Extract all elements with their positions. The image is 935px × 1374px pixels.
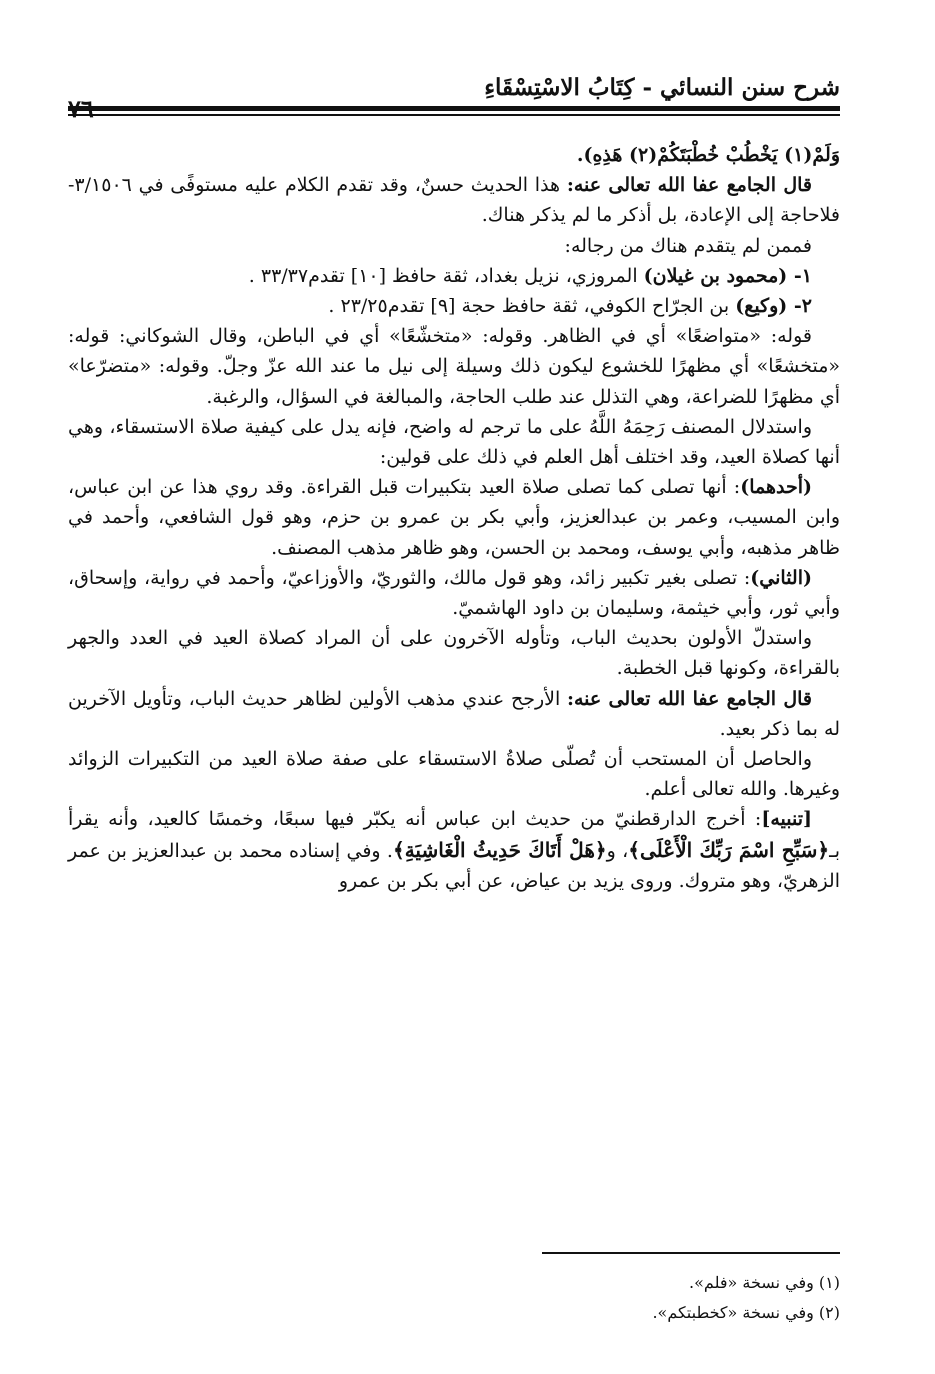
opinion-text: : أنها تصلى كما تصلى صلاة العيد بتكبيرات قبل القراءة. وقد روي هذا عن ابن عباس، وابن المسيب، وعمر بن عبدالعزيز، وأبي بكر بن عمرو بن حزم، وهو قول الشافعي، وأحمد في ظاهر مذهبه، وأبي يوسف، ومحمد بن الحسن، وهو ظاهر مذهب المصنف. [68,476,840,559]
footnotes [68,1268,840,1338]
author-label: قال الجامع عفا الله تعالى عنه: [566,687,812,710]
paragraph-note [68,804,840,896]
preference-text: الأرجح عندي مذهب الأولين لظاهر حديث الباب، وتأويل الآخرين له بما ذكر بعيد. [68,687,840,740]
narrator-name: (محمود بن غيلان) [643,264,788,287]
explanation-text: قوله: «متواضعًا» أي في الظاهر. وقوله: «متخشّعًا» أي في الباطن، وقال الشوكاني: قوله: «متخشعًا» أي مظهرًا للخشوع ليكون ذلك وسيلة إلى نيل ما عند الله عزّ وجلّ. وقوله: «متضرّعا» أي مظهرًا للضراعة، وهي التذلل عند طلب الحاجة، والمبالغة في السؤال، والرغبة. [68,325,840,408]
narrator-number: ٢- [787,295,812,318]
paragraph-evidence [68,623,840,683]
header-rule-thin [68,114,840,116]
narrator-number: ١- [787,264,812,287]
author-label: قال الجامع عفا الله تعالى عنه: [566,174,812,197]
note-label: [تنبيه] [761,808,812,831]
narrator-item-1 [68,261,840,291]
main-text [68,140,840,1240]
deduction-text: واستدلال المصنف رَحِمَهُ اللَّهُ على ما ترجم له واضح، فإنه يدل على كيفية صلاة الاستسقاء، وهي أنها كصلاة العيد، وقد اختلف أهل العلم في ذلك على قولين: [68,415,840,469]
narrator-details: بن الجرّاح الكوفي، ثقة حافظ حجة [٩] تقدم٢٣/٢٥ . [328,295,736,318]
hadith-end-text: وَلَمْ(١) يَخْطُبْ خُطْبَتَكُمْ(٢) هَذِهِ). [576,144,840,166]
quran-verse: ﴿سَبِّحِ اسْمَ رَبِّكَ الْأَعْلَى﴾ [628,837,830,862]
paragraph-narrators-intro [68,231,840,261]
narrators-intro-text: فممن لم يتقدم هناك من رجاله: [564,234,812,257]
conclusion-text: والحاصل أن المستحب أن تُصلّى صلاةُ الاستسقاء على صفة صلاة العيد من التكبيرات الزوائد وغيرها. والله تعالى أعلم. [68,748,840,801]
header-rule-thick [68,106,840,111]
footnote-2: (٢) وفي نسخة «كخطبتكم». [652,1303,840,1322]
quran-verse: ﴿هَلْ أَتَاكَ حَدِيثُ الْغَاشِيَةِ﴾ [392,837,607,862]
paragraph-opinion-1 [68,472,840,563]
note-text: ، و [606,839,629,862]
note-text: : أخرج الدارقطنيّ من حديث ابن عباس أنه يكبّر فيها سبعًا، وخمسًا كالعيد، وأنه يقرأ بـ [68,808,840,862]
running-title: شرح سنن النسائي - كِتَابُ الاسْتِسْقَاءِ [484,74,840,101]
page-header [68,70,840,130]
paragraph-explanation [68,321,840,412]
narrator-details: المروزي، نزيل بغداد، ثقة حافظ [١٠] تقدم٣٣/٣٧ . [248,264,644,287]
paragraph-hadith-end [68,140,840,170]
paragraph-preference [68,684,840,744]
paragraph-conclusion [68,744,840,804]
narrator-item-2 [68,291,840,321]
opinion-text: : تصلى بغير تكبير زائد، وهو قول مالك، والثوريّ، والأوزاعيّ، وأحمد في رواية، وإسحاق، وأبي ثور، وأبي خيثمة، وسليمان بن داود الهاشميّ. [68,566,840,620]
evidence-text: واستدلّ الأولون بحديث الباب، وتأوله الآخرون على أن المراد كصلاة العيد في العدد والجهر بالقراءة، وكونها قبل الخطبة. [68,627,840,680]
paragraph-deduction [68,412,840,472]
paragraph-opinion-2 [68,563,840,623]
paragraph-grading [68,170,840,230]
grading-text: هذا الحديث حسنٌ، وقد تقدم الكلام عليه مستوفًى في ٣/١٥٠٦- فلاحاجة إلى الإعادة، بل أذكر ما لم يذكر هناك. [68,174,840,227]
note-text: . وفي إسناده محمد بن عبدالعزيز بن عمر الزهريّ، وهو متروك. وروى يزيد بن عياض، عن أبي بكر بن عمرو [68,839,840,892]
opinion-label: (الثاني) [750,566,812,589]
footnote-1: (١) وفي نسخة «فلم». [689,1273,840,1292]
footnote-separator [542,1252,840,1254]
narrator-name: (وكيع) [735,295,788,318]
opinion-label: (أحدهما) [740,476,812,499]
